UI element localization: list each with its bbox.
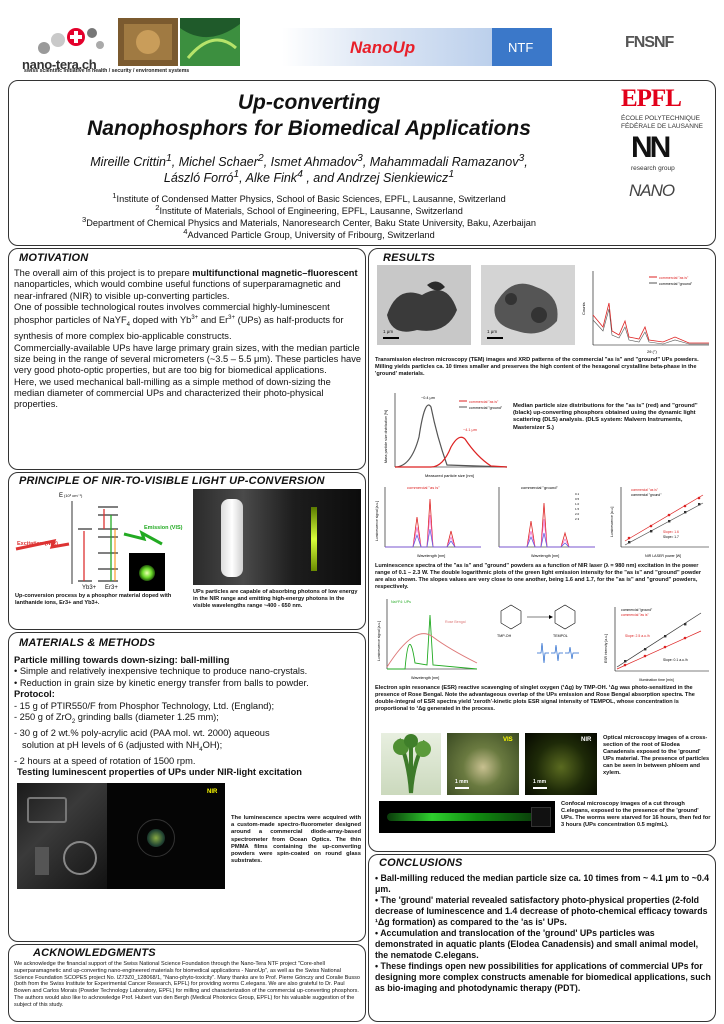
header-photos: [118, 18, 240, 66]
svg-text:E: E: [59, 493, 64, 499]
emission-label: Emission (VIS): [144, 525, 183, 531]
lum1-title: commercial "as is": [407, 485, 440, 490]
log-xlabel: NIR LASER power [W]: [645, 554, 682, 558]
log-ylabel: Luminescence [a.u.]: [610, 506, 614, 537]
er-label: Er3+: [105, 585, 118, 591]
svg-text:(10³ cm⁻¹): (10³ cm⁻¹): [64, 493, 83, 498]
optical-caption: Optical microscopy images of a cross-section of the root of Elodea Canadensis exposed to the 'ground' UPs material. The presence of particles can be seen in between phloem and xylem.: [603, 735, 710, 776]
esr2-slope-2: Slope: 0.1 a.u./h: [663, 658, 688, 662]
affiliation-4: $^4$Advanced Particle Group, University of Fribourg, Switzerland: [183, 227, 435, 241]
dls-peak-2: ~4.1 μm: [463, 428, 477, 432]
nir-film-photo: [107, 783, 225, 889]
excitation-label: Excitation (NIR): [17, 541, 58, 547]
epfl-logo: EPFL: [621, 85, 681, 112]
confocal-photo: [379, 801, 555, 833]
poster-title-line1: Up-converting: [237, 91, 381, 114]
confocal-caption: Confocal microscopy images of a cut through C.elegans, exposed to the presence of the 'ground' UPs. The worms were starved for 16 hours, then fed for 3 hours (UPs concentration 0.5 mg/mL).: [561, 801, 711, 828]
svg-text:2.3: 2.3: [575, 517, 580, 521]
xrd-xlabel: 2θ (°): [647, 349, 657, 354]
methods-caption: The luminescence spectra were acquired with a custom-made spectro-fluorometer designed around a commercial diode-array-based spectrometer from Ocean Optics. The thin PMMA films containing the up-converting powders were spin-coated on round glass substrates.: [231, 815, 361, 865]
motivation-panel: [8, 248, 366, 470]
nir-tag: NIR: [207, 789, 218, 795]
nir-tag-root: NIR: [581, 737, 592, 743]
vis-tag: VIS: [503, 737, 513, 743]
svg-text:2.0: 2.0: [575, 512, 580, 516]
ack-title: ACKNOWLEDGMENTS: [33, 947, 156, 959]
nn-sub: research group: [631, 165, 675, 172]
svg-text:1.0: 1.0: [575, 502, 580, 506]
nn-logo: NN: [631, 131, 669, 164]
esr2-legend-1: commercial "ground": [621, 608, 653, 612]
dls-chart: [381, 387, 511, 481]
log-slope-1: Slope= 1.6: [663, 530, 679, 534]
authors-line1: Mireille Crittin$^1$, Michel Schaer$^2$, Ismet Ahmadov$^3$, Mahammadali Ramazanov$^3$,: [90, 153, 528, 170]
epfl-line2: FÉDÉRALE DE LAUSANNE: [621, 123, 703, 130]
nanotera-logo: [22, 20, 117, 70]
lum-chart-ground: [487, 481, 599, 561]
conclusions-title: CONCLUSIONS: [379, 857, 463, 869]
epfl-line1: ÉCOLE POLYTECHNIQUE: [621, 115, 700, 122]
esr2-ylabel: ESR intensity [a.u.]: [604, 634, 608, 663]
xrd-legend-1: commercial "as is": [659, 276, 689, 280]
esr2-xlabel: Illumination time [min]: [639, 678, 674, 682]
nanoup-title: NanoUp: [350, 38, 416, 57]
poster-title-line2: Nanophosphors for Biomedical Applications: [87, 117, 531, 140]
lum1-ylabel: Luminescence signal [a.u.]: [375, 500, 379, 541]
ack-text: We acknowledge the financial support of the Swiss National Science Foundation through the Nano-Tera NTF project "Core-shell superparamagnetic and up-converting nano-engineered materials for biomedical applications - NanoUp", as well as the Swiss National Science Foundation SCOPES project No. IZ73Z0_128068/1, "Nano-phyto-toxicity". Many thanks are to Prof. Pierre Gönczy and Coralie Busso (both from the Swiss Institute for Experimental Cancer Research, EPFL) for providing worms C.elegans. We are also grateful to Dr. Paul Bowen and Carlos Morais (Powder Technology Laboratory, EPFL) for milling and characterization of the commercial up-converting phosphors. The authors would also like to acknowledge Prof. Hubert van den Bergh (Medical Photonics Group, EPFL) for his valuable suggestion of the subject of this study.: [14, 961, 360, 1008]
esr-kinetics-chart: [601, 601, 713, 685]
methods-panel: [8, 632, 366, 942]
dls-legend-1: commercial "as is": [469, 400, 499, 404]
affiliation-2: $^2$Institute of Materials, School of Engineering, EPFL, Lausanne, Switzerland: [155, 203, 463, 217]
root-vis-photo: [447, 733, 519, 795]
dls-curve-asis: [395, 437, 507, 467]
motivation-title: MOTIVATION: [19, 252, 89, 264]
esr-scheme: [487, 597, 597, 679]
log-slope-2: Slope= 1.7: [663, 535, 679, 539]
tem-image-2: [481, 265, 575, 345]
authors-line2: László Forró$^1$, Alke Fink$^4$ , and Andrzej Sienkiewicz$^1$: [163, 169, 455, 186]
results-title: RESULTS: [383, 252, 435, 264]
tem-scale-1: 1 μm: [383, 329, 394, 334]
mm-scale-1: 1 mm: [455, 779, 469, 785]
lum-caption: Luminescence spectra of the "as is" and "ground" powders as a function of NIR laser (λ = 980 nm) excitation in the power range of 0.1 – 2.3 W. The double logarithmic plots of the green light emission intensity for the "as is" and "ground" powder are also shown. The slopes values are very close to one another, being 1.6 and 1.7, for the "as is" and "ground" powders, respectively.: [375, 563, 702, 590]
nano-logo: NANO: [629, 181, 675, 200]
esr-xlabel: Wavelength [nm]: [411, 676, 440, 680]
ntf-label: NTF: [508, 40, 534, 55]
affiliation-1: $^1$Institute of Condensed Matter Physics, School of Basic Sciences, EPFL, Lausanne, Switzerland: [112, 191, 506, 205]
title-panel: [8, 80, 716, 246]
svg-text:0.1: 0.1: [575, 492, 580, 496]
esr-legend-2: Rose Bengal: [445, 620, 466, 624]
dls-legend-2: commercial "ground": [469, 406, 503, 410]
methods-title: MATERIALS & METHODS: [19, 637, 156, 649]
nanotera-tagline: swiss scientific initiative in health / security / environment systems: [24, 68, 190, 74]
dls-ylabel: Mass particle size distribution [%]: [384, 409, 388, 463]
esr-caption: Electron spin resonance (ESR) reactive scavenging of singlet oxygen (¹Δg) by TMP-OH. ¹Δg was photo-sensitized in the presence of Rose Bengal. Note the advantageous overlap of the UPs emission and Rose Bengal absorption spectra. The double-integral of ESR spectra yield 'zeroth'-kinetic plots ESR signal intensity of TEMPOL, whose concentration is proportional to ¹Δg generated in the process.: [375, 685, 695, 712]
principle-caption-1: Up-conversion process by a phosphor material doped with lanthanide ions, Er3+ and Yb3+.: [15, 593, 172, 606]
log-legend-2: commercial "ground": [631, 493, 662, 497]
cuvette-photo: [193, 489, 361, 585]
header: [0, 0, 724, 80]
methods-text: Particle milling towards down-sizing: ball-milling • Simple and relatively inexpensive technique to produce nano-crystals. • Reduction in grain size by kinetic energy transfer from balls to powder. Protocol: - 15 g of PTIR550/F from Phosphor Technology, Ltd. (England); - 250 g of ZrO$_2$ grinding balls (diameter 1.25 mm); - 30 g of 2 wt.% poly-acrylic acid (PAA mol. wt. 2000) aqueous solution at pH levels of 6 (adjusted with $NH_4OH$); - 2 hours at a speed of rotation of 1500 rpm.: [14, 655, 309, 766]
principle-caption-2: UPs particles are capable of absorbing photons of low energy in the NIR range and emitting high-energy photons in the visible wavelengths range ~400 - 650 nm.: [193, 589, 358, 609]
esr2-legend-2: commercial "as is": [621, 613, 649, 617]
conclusions-text: • Ball-milling reduced the median particle size ca. 10 times from ~ 4.1 μm to ~0.4 μm. • The 'ground' material revealed satisfactory photo-physical properties (2-fold decrease of luminescence and 1.4 decrease of photo-chemical efficacy towards ¹Δg formation) as compared to the 'as is' UPs. • Accumulation and translocation of the 'ground' UPs particles was demonstrated in aquatic plants (Elodea Canadensis) and small animal model, the nematode C.elegans. • These findings open new possibilities for applications of commercial UPs for designing more complex constructs amenable for biomedical applications, such as bio-imaging and photodynamic therapy (PDT).: [375, 873, 711, 993]
motivation-text: The overall aim of this project is to prepare multifunctional magnetic–fluorescent nanoparticles, which would combine useful functions of superparamagnetic and near-infrared (NIR) to visible up-converting particles. One of possible technological routes involves commercial highly-luminescent phosphor particles of NaYF$_4$ doped with $Yb^{3+}$ and $Er^{3+}$ (UPs) as half-products for synthesis of more complex bio-applicable constructs. Commercially-available UPs have large primary grain sizes, with the median particle size being in the range of several micrometers (~3.5 – 5.5 μm). These particles have very good photo-optic properties, but are too big for biomedical applications. Here, we used mechanical ball-milling as a simple method of down-sizing the median diameter of commercial UPs and characterized their photo-physical properties.: [14, 268, 362, 410]
tmp-oh-label: TMP-OH: [497, 634, 512, 638]
principle-title: PRINCIPLE OF NIR-TO-VISIBLE LIGHT UP-CONVERSION: [19, 475, 325, 487]
lum2-xlabel: Wavelength [nm]: [531, 554, 560, 558]
lum-chart-asis: [373, 481, 485, 561]
esr-ylabel: Luminescence signal [a.u.]: [377, 620, 381, 661]
dls-peak-1: ~0.4 μm: [421, 396, 435, 400]
esr-spectra-chart: [375, 593, 481, 683]
xrd-chart: [579, 265, 713, 357]
yb-label: Yb3+: [82, 585, 97, 591]
lum1-xlabel: Wavelength [nm]: [417, 554, 446, 558]
dls-xlabel: Measured particle size [nm]: [425, 473, 474, 478]
swiss-cross-icon: [30, 20, 110, 58]
esr-legend-1: NaYF4: UPs: [391, 600, 411, 604]
plant-photo: [381, 733, 441, 795]
lum-legend: [575, 492, 580, 521]
svg-text:1.5: 1.5: [575, 507, 580, 511]
log-legend-1: commercial "as is": [631, 488, 658, 492]
log-power-chart: [607, 481, 713, 561]
root-nir-photo: [525, 733, 597, 795]
principle-panel: [8, 472, 366, 630]
methods-subtitle-2: Testing luminescent properties of UPs under NIR-light excitation: [17, 767, 302, 777]
spectrofluorometer-photo: [17, 783, 109, 889]
tem-image-1: [377, 265, 471, 345]
dls-curve-ground: [395, 405, 507, 467]
affiliation-3: $^3$Department of Chemical Physics and Materials, Nanoresearch Center, Baku State University, Baku, Azerbaijan: [82, 215, 536, 229]
dls-caption: Median particle size distributions for the "as is" (red) and "ground" (black) up-converting phosphors obtained using the dynamic light scattering (DLS) analysis. (DLS system: Malvern Instruments, Mastersizer S.): [513, 403, 698, 431]
tempol-label: TEMPOL: [553, 634, 568, 638]
xrd-legend-2: commercial "ground": [659, 282, 693, 286]
esr2-slope-1: Slope: 2.5 a.u./h: [625, 634, 650, 638]
ack-panel: [8, 944, 366, 1022]
fnsnf-logo: FNSNF: [625, 34, 674, 51]
tem-caption: Transmission electron microscopy (TEM) images and XRD patterns of the commercial "as is" and "ground" UPs powders. Milling yields particles ca. 10 times smaller and preserves the high content of the hexagonal crystalline beta-phase in the 'ground' materials.: [375, 357, 699, 377]
conclusions-panel: [368, 854, 716, 1022]
results-panel: [368, 248, 716, 852]
svg-text:0.5: 0.5: [575, 497, 580, 501]
xrd-ylabel: Counts: [581, 302, 586, 315]
up-conversion-photo: [129, 553, 165, 591]
mm-scale-2: 1 mm: [533, 779, 547, 785]
lum2-title: commercial "ground": [521, 485, 558, 490]
tem-scale-2: 1 μm: [487, 329, 498, 334]
nanotera-name: nano-tera.ch: [22, 57, 97, 72]
